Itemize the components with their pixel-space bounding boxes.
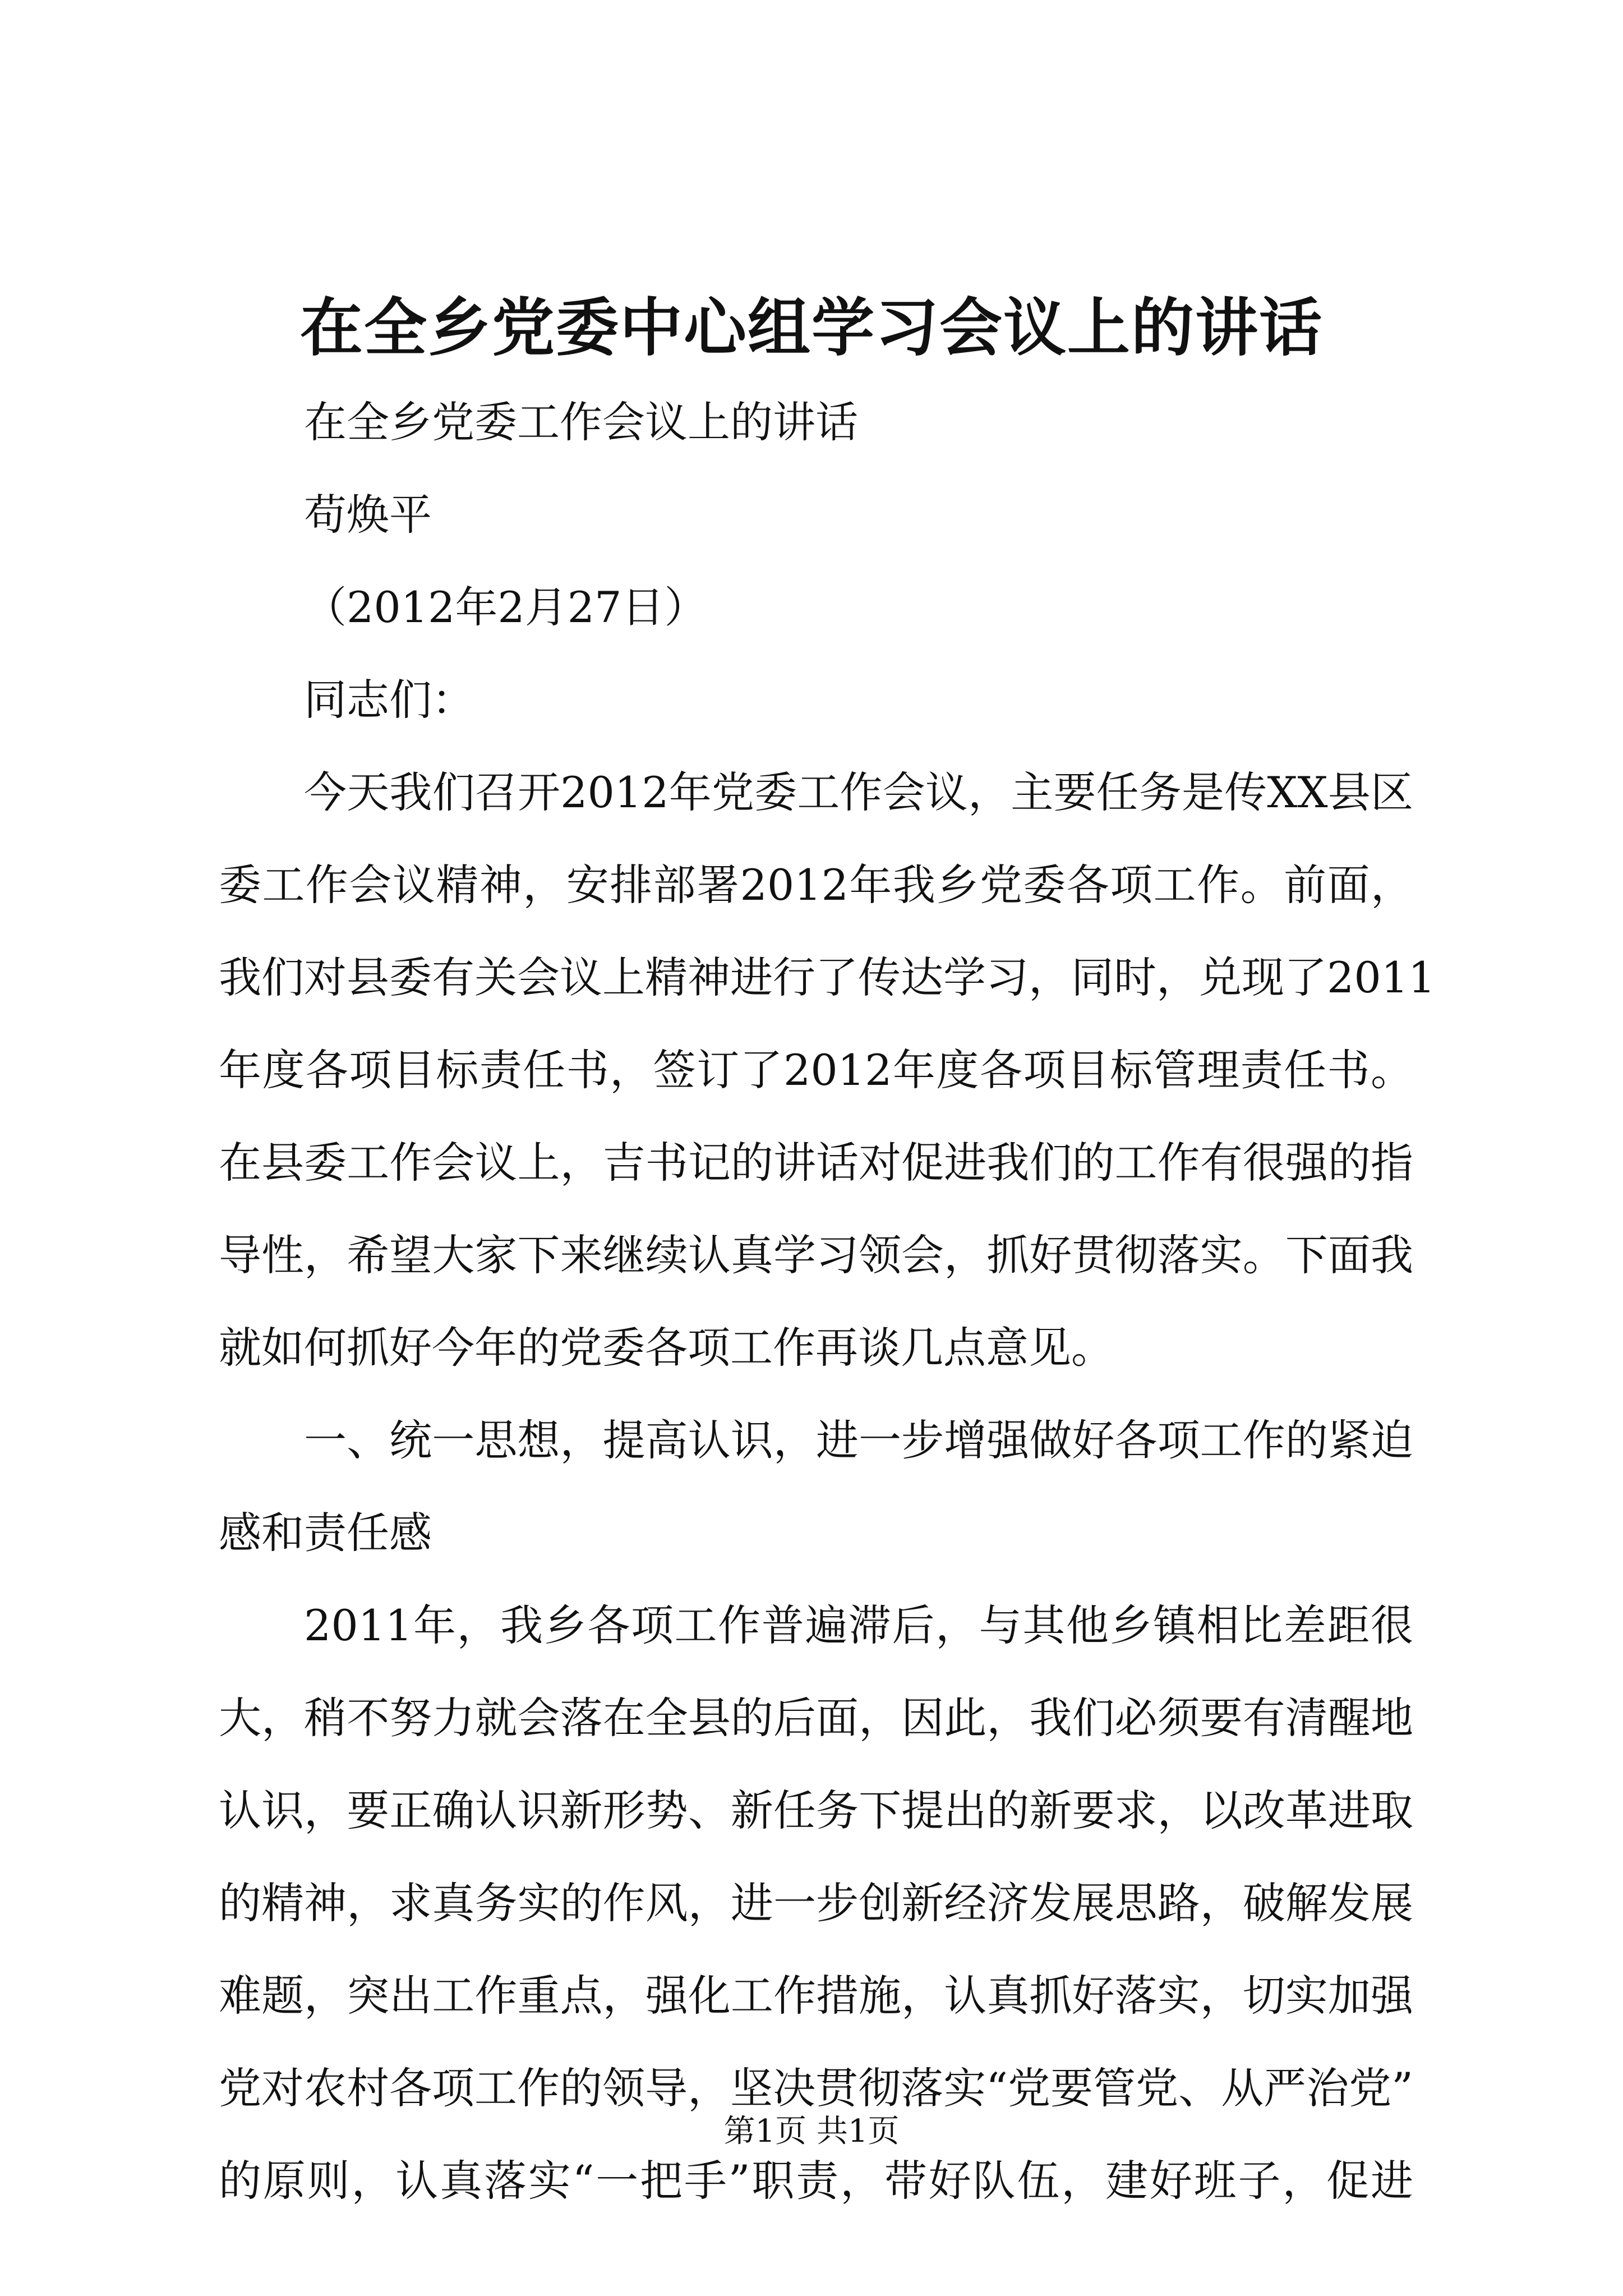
body-text-line: 的精神，求真务实的作风，进一步创新经济发展思路，破解发展 <box>219 1878 1413 1928</box>
body-text-line: 就如何抓好今年的党委各项工作再谈几点意见。 <box>219 1323 1114 1373</box>
body-text-line: 2011年，我乡各项工作普遍滞后，与其他乡镇相比差距很 <box>304 1600 1413 1650</box>
body-text-line: 委工作会议精神，安排部署2012年我乡党委各项工作。前面， <box>219 860 1413 910</box>
body-text-line: 大，稍不努力就会落在全县的后面，因此，我们必须要有清醒地 <box>219 1693 1413 1743</box>
document-title: 在全乡党委中心组学习会议上的讲话 <box>300 291 1323 365</box>
body-text-line: 苟焕平 <box>304 490 432 540</box>
body-text-line: 党对农村各项工作的领导，坚决贯彻落实“党要管党、从严治党” <box>219 2063 1413 2113</box>
body-text-line: 在全乡党委工作会议上的讲话 <box>304 397 858 447</box>
body-text-line: 感和责任感 <box>219 1508 432 1558</box>
body-text-line: 认识，要正确认识新形势、新任务下提出的新要求，以改革进取 <box>219 1786 1413 1835</box>
body-text-line: 导性，希望大家下来继续认真学习领会，抓好贯彻落实。下面我 <box>219 1230 1413 1280</box>
body-text-line: 的原则，认真落实“一把手”职责，带好队伍，建好班子，促进 <box>219 2156 1413 2206</box>
document-body <box>219 376 1436 2227</box>
body-text-line: 我们对县委有关会议上精神进行了传达学习，同时，兑现了2011 <box>219 953 1436 1002</box>
body-text-line: （2012年2月27日） <box>304 582 707 632</box>
body-text-line: 同志们： <box>304 675 474 725</box>
body-text-line: 一、统一思想，提高认识，进一步增强做好各项工作的紧迫 <box>304 1415 1413 1465</box>
body-text-line: 年度各项目标责任书，签订了2012年度各项目标管理责任书。 <box>219 1045 1413 1095</box>
page-footer: 第1页 共1页 <box>723 2113 900 2150</box>
body-text-line: 难题，突出工作重点，强化工作措施，认真抓好落实，切实加强 <box>219 1971 1413 2021</box>
body-text-line: 今天我们召开2012年党委工作会议，主要任务是传XX县区 <box>304 767 1413 817</box>
body-text-line: 在县委工作会议上，吉书记的讲话对促进我们的工作有很强的指 <box>219 1138 1413 1188</box>
